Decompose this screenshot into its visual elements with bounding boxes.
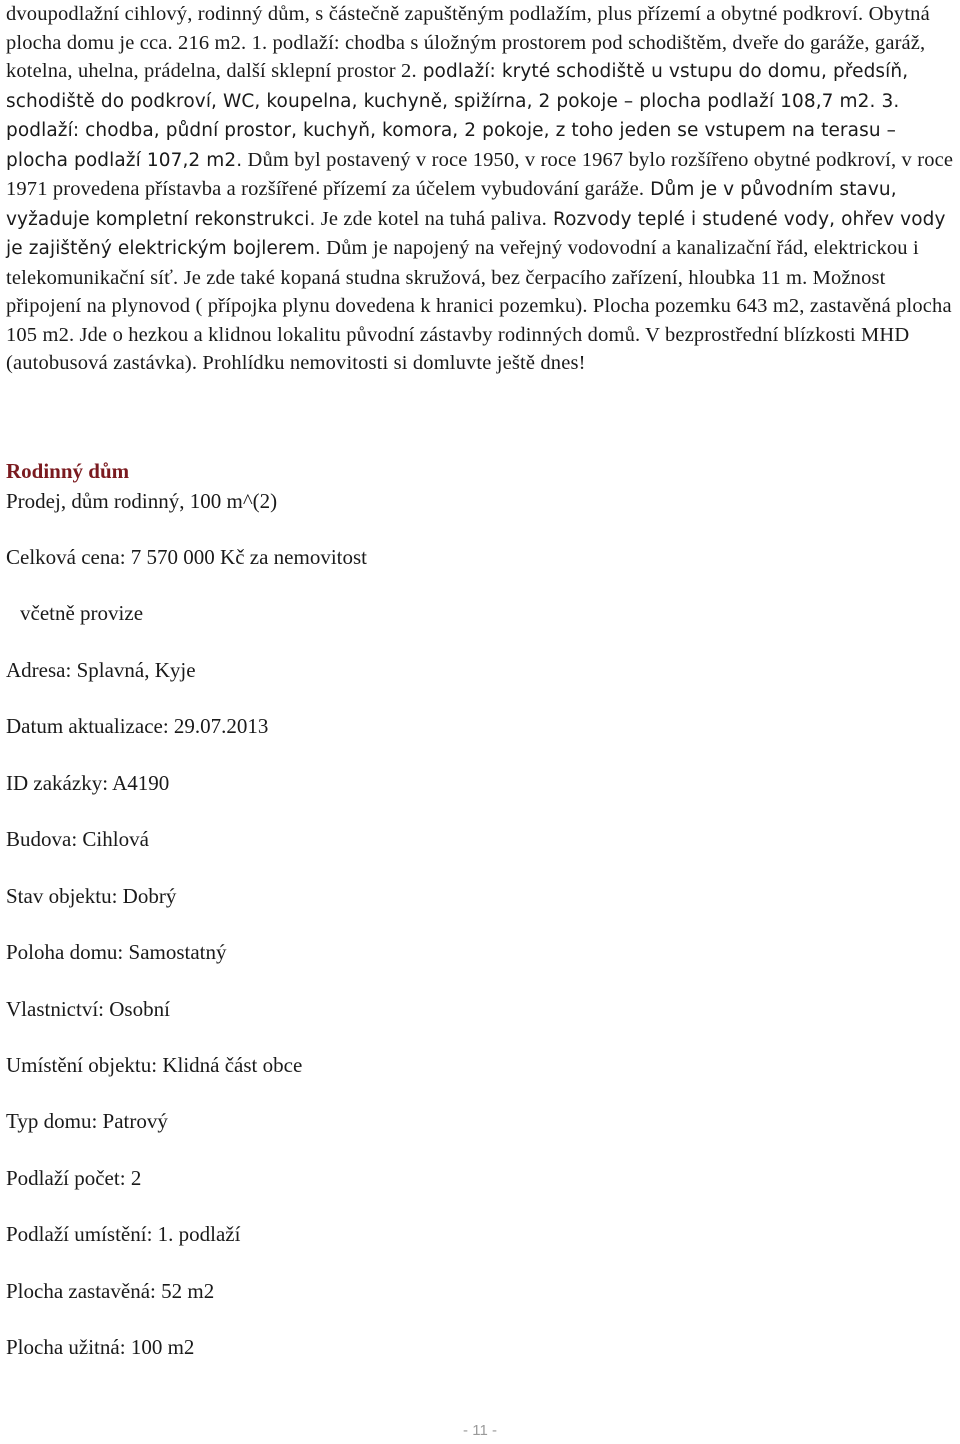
- field-value: Osobní: [109, 997, 170, 1021]
- description-segment: Dům byl postavený v roce 1950, v roce 1967 bylo rozšířeno obytné podkroví, v roce 1971 provedena přístavba a rozšířené přízemí za účelem vybudování garáže.: [6, 148, 954, 200]
- field-value: Dobrý: [122, 884, 177, 908]
- field-value: Patrový: [102, 1109, 168, 1133]
- field-location: [6, 1051, 302, 1079]
- field-label: Podlaží počet:: [6, 1166, 126, 1190]
- field-ownership: [6, 995, 170, 1023]
- field-updated: [6, 712, 268, 740]
- field-label: Vlastnictví:: [6, 997, 104, 1021]
- field-label: Budova:: [6, 827, 78, 851]
- field-value: Cihlová: [82, 827, 149, 851]
- field-value: 100 m2: [130, 1335, 195, 1359]
- field-price-note: včetně provize: [20, 601, 144, 625]
- field-built-area: [6, 1277, 214, 1305]
- description-segment: Dům je v původním stavu, vyžaduje kompletní rekonstrukci.: [6, 179, 897, 230]
- field-label: Datum aktualizace:: [6, 714, 169, 738]
- page-number: - 11 -: [463, 1422, 497, 1439]
- field-value: A4190: [112, 771, 170, 795]
- listing-subtitle: Prodej, dům rodinný, 100 m^(2): [6, 489, 278, 513]
- field-floor-location: [6, 1220, 240, 1248]
- field-label: Plocha zastavěná:: [6, 1279, 156, 1303]
- description-segment: dvoupodlažní cihlový, rodinný dům, s částečně zapuštěným podlažím, plus přízemí a obytné podkroví. Obytná plocha domu je cca. 216 m2. 1. podlaží: chodba s úložným prostorem pod schodištěm, dveře do garáže, garáž, kotelna, uhelna, prádelna, další sklepní prostor 2.: [6, 3, 930, 82]
- field-value: 7 570 000 Kč za nemovitost: [130, 545, 367, 569]
- field-order-id: [6, 769, 169, 797]
- field-label: Podlaží umístění:: [6, 1222, 153, 1246]
- listing-title: Rodinný dům: [6, 459, 130, 483]
- document-page: [6, 0, 954, 1359]
- field-label: Poloha domu:: [6, 940, 124, 964]
- field-label: Celková cena:: [6, 545, 126, 569]
- field-position: [6, 938, 227, 966]
- field-label: Adresa:: [6, 658, 72, 682]
- field-value: Samostatný: [128, 940, 227, 964]
- field-label: Typ domu:: [6, 1109, 98, 1133]
- field-condition: [6, 882, 176, 910]
- field-label: Umístění objektu:: [6, 1053, 158, 1077]
- field-address: [6, 656, 196, 684]
- description-segment: Dům je napojený na veřejný vodovodní a kanalizační řád, elektrickou i telekomunikační síť.: [6, 237, 919, 289]
- field-house-type: [6, 1107, 168, 1135]
- field-label: Plocha užitná:: [6, 1335, 126, 1359]
- field-value: 52 m2: [161, 1279, 215, 1303]
- field-label: Stav objektu:: [6, 884, 118, 908]
- field-value: Splavná, Kyje: [76, 658, 196, 682]
- field-value: Klidná část obce: [162, 1053, 303, 1077]
- description-segment: Je zde také kopaná studna skružová, bez čerpacího zařízení, hloubka 11 m. Možnost připojení na plynovod ( přípojka plynu dovedena k hranici pozemku). Plocha pozemku 643 m2, zastavěná plocha 105 m2. Jde o hezkou a klidnou lokalitu původní zástavby rodinných domů. V bezprostřední blízkosti MHD (autobusová zastávka). Prohlídku nemovitosti si domluvte ještě dnes!: [6, 266, 952, 374]
- field-value: 29.07.2013: [173, 714, 269, 738]
- field-usable-area: [6, 1333, 194, 1361]
- description-segment: Rozvody teplé i studené vody, ohřev vody je zajištěný elektrickým bojlerem.: [6, 208, 946, 259]
- field-price: [6, 543, 367, 571]
- field-value: 2: [130, 1166, 142, 1190]
- property-description: [6, 0, 954, 378]
- description-segment: Je zde kotel na tuhá paliva.: [315, 207, 547, 230]
- field-label: ID zakázky:: [6, 771, 109, 795]
- field-floor-count: [6, 1164, 141, 1192]
- field-value: 1. podlaží: [157, 1222, 241, 1246]
- field-building: [6, 825, 149, 853]
- description-segment: podlaží: kryté schodiště u vstupu do domu, předsíň, schodiště do podkroví, WC, koupelna, kuchyně, spižírna, 2 pokoje – plocha podlaží 108,7 m2. 3. podlaží: chodba, půdní prostor, kuchyň, komora, 2 pokoje, z toho jeden se vstupem na terasu – plocha podlaží 107,2 m2.: [6, 61, 909, 171]
